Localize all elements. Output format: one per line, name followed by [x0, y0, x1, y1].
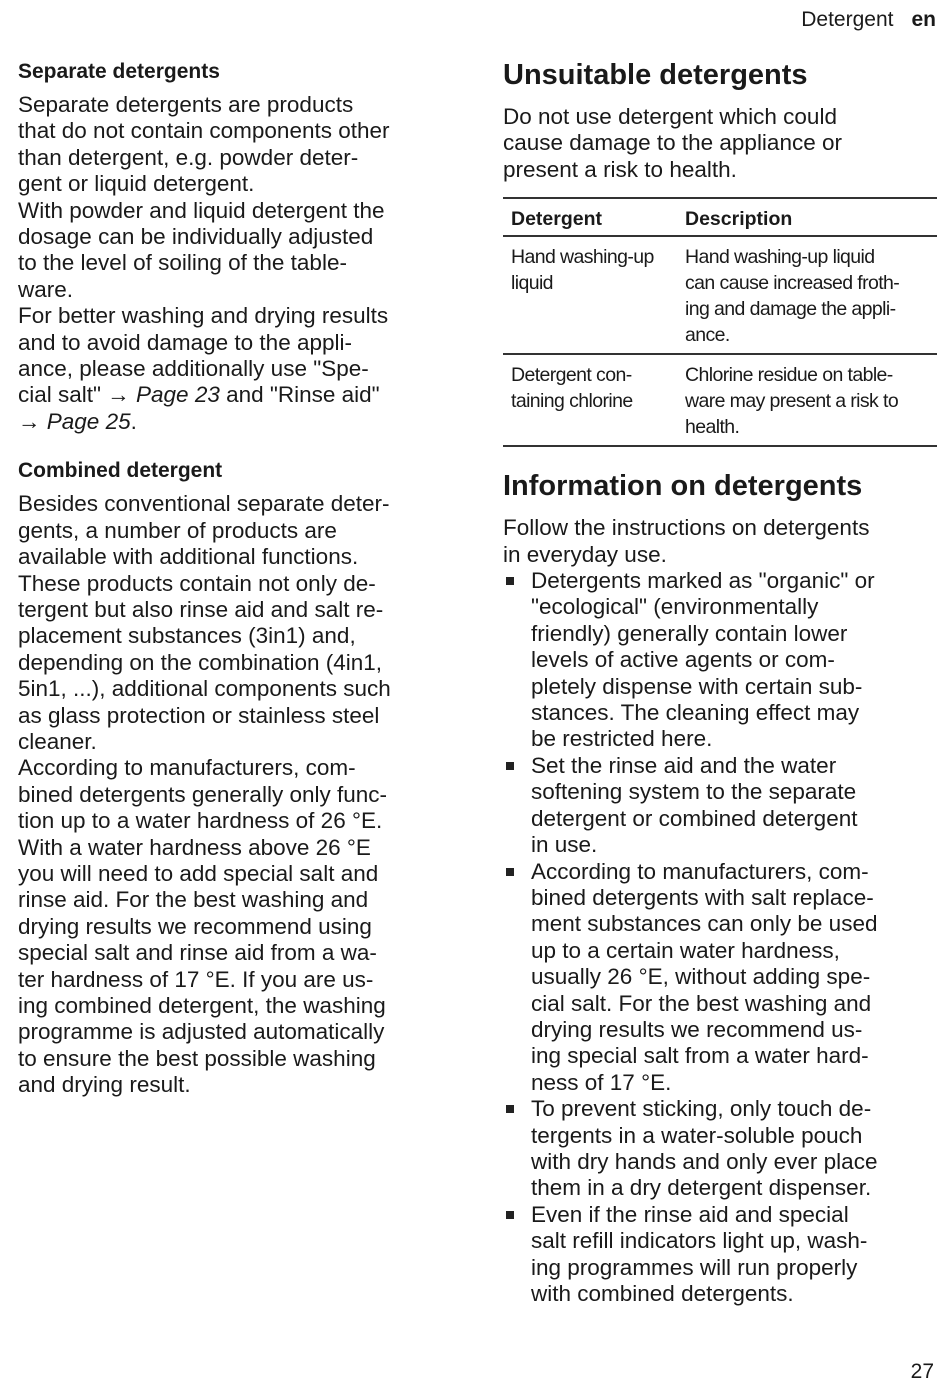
cell-line: liquid	[511, 272, 553, 295]
square-bullet-icon	[506, 1105, 514, 1113]
table-row	[503, 354, 937, 446]
text-line: than detergent, e.g. powder deter-	[18, 144, 359, 170]
text-line: detergent or combined detergent	[531, 805, 858, 831]
description-cell	[677, 354, 937, 446]
text-line: friendly) generally contain lower	[531, 620, 848, 646]
text-line: ter hardness of 17 °E. If you are us-	[18, 966, 374, 992]
cell-line: Chlorine residue on table-	[685, 364, 893, 387]
text-line: tergent but also rinse aid and salt re-	[18, 596, 384, 622]
text-line: drying results we recommend us-	[531, 1016, 863, 1042]
text-line: ing programmes will run properly	[531, 1254, 858, 1280]
text-line: Separate detergents are products	[18, 92, 354, 117]
text-line: and to avoid damage to the appli-	[18, 329, 352, 355]
text-line: Detergents marked as "organic" or	[531, 568, 875, 594]
text-line: salt refill indicators light up, wash-	[531, 1228, 868, 1254]
text-line: According to manufacturers, com-	[18, 755, 356, 781]
text-line: as glass protection or stainless steel	[18, 702, 380, 728]
list-item	[503, 753, 939, 859]
text-line: you will need to add special salt and	[18, 860, 379, 886]
combined-detergent-heading: Combined detergent	[18, 459, 223, 483]
text-line: According to manufacturers, com-	[531, 858, 869, 884]
text-line: drying results we recommend using	[18, 913, 372, 939]
text-line: present a risk to health.	[503, 156, 737, 182]
cell-line: Hand washing-up	[511, 246, 654, 269]
text-line: With powder and liquid detergent the	[18, 197, 385, 223]
cell-line: ance.	[685, 324, 730, 347]
text-line: "ecological" (environmentally	[531, 594, 819, 620]
text-line: them in a dry detergent dispenser.	[531, 1175, 872, 1201]
table-row	[503, 236, 937, 354]
square-bullet-icon	[506, 868, 514, 876]
text-line: rinse aid. For the best washing and	[18, 887, 369, 913]
text-line: up to a certain water hardness,	[531, 937, 840, 963]
separate-detergents-text	[18, 92, 458, 435]
text-line: to ensure the best possible washing	[18, 1045, 376, 1071]
text-line: ment substances can only be used	[531, 911, 878, 937]
text-line: gents, a number of products are	[18, 517, 337, 543]
text-line: gent or liquid detergent.	[18, 171, 255, 197]
text-line: 5in1, ...), additional components such	[18, 676, 391, 702]
text-line: ing combined detergent, the washing	[18, 993, 386, 1018]
text-line: bined detergents with salt replace-	[531, 884, 874, 910]
information-on-detergents-heading: Information on detergents	[503, 470, 863, 503]
text-fragment: .	[130, 408, 137, 434]
text-line: cause damage to the appliance or	[503, 130, 842, 156]
text-fragment: cial salt" →	[18, 382, 137, 408]
text-line	[18, 409, 458, 435]
text-line: and drying result.	[18, 1072, 191, 1098]
text-line: placement substances (3in1) and,	[18, 623, 356, 649]
text-line: For better washing and drying results	[18, 303, 389, 329]
left-column	[18, 58, 458, 1099]
detergent-cell	[503, 236, 677, 354]
text-line: Even if the rinse aid and special	[531, 1201, 849, 1227]
text-line: cial salt. For the best washing and	[531, 990, 872, 1016]
information-intro	[503, 515, 939, 568]
text-fragment: and "Rinse aid"	[219, 382, 380, 408]
text-line: ware.	[18, 276, 74, 302]
text-line: that do not contain components other	[18, 118, 390, 144]
list-item	[503, 1202, 939, 1308]
text-line: tion up to a water hardness of 26 °E.	[18, 808, 383, 834]
cell-line: ing and damage the appli-	[685, 298, 896, 321]
text-line: levels of active agents or com-	[531, 647, 835, 673]
detergent-cell	[503, 354, 677, 446]
text-line: cleaner.	[18, 728, 97, 754]
text-line: With a water hardness above 26 °E	[18, 834, 371, 860]
text-line: tergents in a water-soluble pouch	[531, 1122, 863, 1148]
text-line: ance, please additionally use "Spe-	[18, 356, 369, 382]
list-item	[503, 568, 939, 753]
text-line: softening system to the separate	[531, 779, 857, 805]
square-bullet-icon	[506, 762, 514, 770]
page-number: 27	[910, 1360, 934, 1383]
text-line: dosage can be individually adjusted	[18, 224, 374, 250]
cell-line: can cause increased froth-	[685, 272, 900, 295]
square-bullet-icon	[506, 577, 514, 585]
text-line: stances. The cleaning effect may	[531, 700, 860, 726]
column-header-detergent: Detergent	[503, 198, 677, 236]
cell-line: taining chlorine	[511, 390, 633, 413]
unsuitable-detergents-table	[503, 197, 937, 447]
header-language: en	[911, 8, 936, 31]
text-line: with combined detergents.	[531, 1281, 794, 1306]
text-line: available with additional functions.	[18, 544, 359, 570]
text-line: Besides conventional separate deter-	[18, 491, 390, 517]
cell-line: Hand washing-up liquid	[685, 246, 875, 269]
text-line: to the level of soiling of the table-	[18, 250, 347, 276]
text-line	[18, 382, 458, 408]
page-header	[801, 8, 936, 32]
combined-detergent-text	[18, 491, 458, 1098]
column-header-description: Description	[677, 198, 937, 236]
text-line: ness of 17 °E.	[531, 1069, 672, 1095]
text-line: Do not use detergent which could	[503, 104, 837, 129]
page-25-link[interactable]: Page 25	[46, 408, 131, 434]
text-line: depending on the combination (4in1,	[18, 649, 383, 675]
text-line: programme is adjusted automatically	[18, 1019, 385, 1045]
cell-line: ware may present a risk to	[685, 390, 899, 413]
arrow-icon: →	[18, 408, 47, 434]
text-line: with dry hands and only ever place	[531, 1148, 878, 1174]
text-line: To prevent sticking, only touch de-	[531, 1096, 872, 1122]
description-cell	[677, 236, 937, 354]
text-line: in use.	[531, 832, 598, 858]
square-bullet-icon	[506, 1211, 514, 1219]
right-column	[503, 58, 939, 1307]
text-line: usually 26 °E, without adding spe-	[531, 964, 871, 990]
text-line: These products contain not only de-	[18, 570, 376, 596]
list-item	[503, 1096, 939, 1202]
separate-detergents-heading: Separate detergents	[18, 60, 220, 83]
text-line: be restricted here.	[531, 726, 713, 752]
list-item	[503, 859, 939, 1097]
information-bullet-list	[503, 568, 939, 1307]
text-line: ing special salt from a water hard-	[531, 1043, 869, 1069]
cell-line: health.	[685, 416, 740, 439]
table-header-row	[503, 198, 937, 236]
unsuitable-detergents-heading: Unsuitable detergents	[503, 59, 808, 91]
unsuitable-intro	[503, 104, 939, 183]
cell-line: Detergent con-	[511, 364, 632, 387]
text-line: in everyday use.	[503, 541, 667, 567]
text-line: pletely dispense with certain sub-	[531, 673, 863, 699]
text-line: Follow the instructions on detergents	[503, 515, 870, 541]
page-23-link[interactable]: Page 23	[136, 382, 220, 408]
text-line: Set the rinse aid and the water	[531, 752, 837, 778]
text-line: bined detergents generally only func-	[18, 781, 387, 807]
text-line: special salt and rinse aid from a wa-	[18, 940, 377, 966]
header-section-title: Detergent	[801, 8, 894, 31]
